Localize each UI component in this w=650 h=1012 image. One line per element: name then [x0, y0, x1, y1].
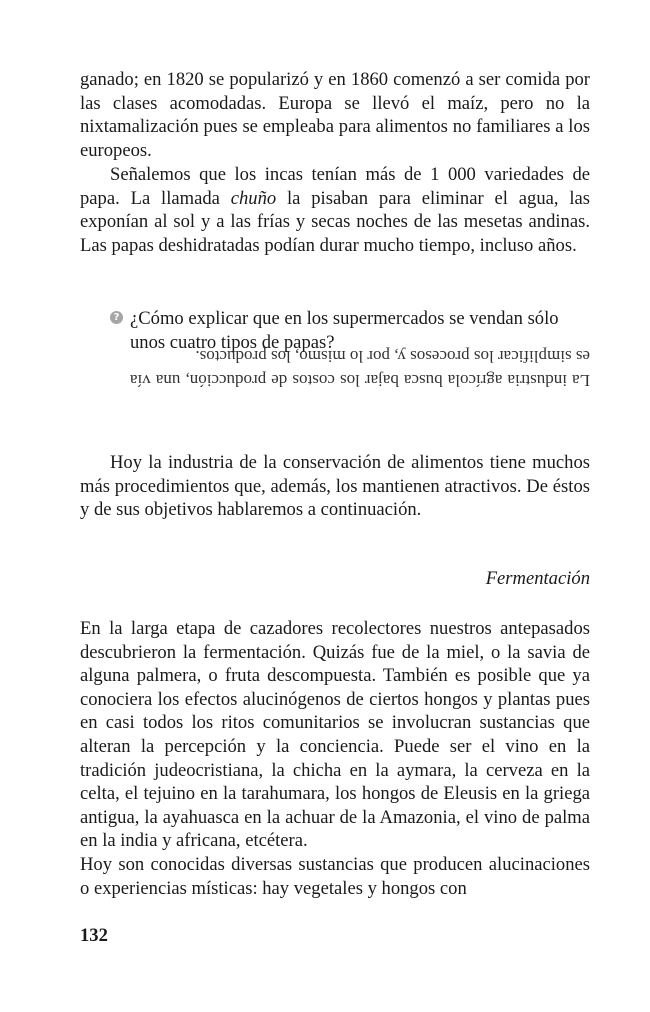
term-chuno: chuño [230, 187, 277, 209]
section-title: Fermentación [485, 568, 590, 589]
inverted-answer: La industria agrícola busca bajar los costos de producción, una vía es simplificar los procesos y, por lo mismo, los productos. [130, 347, 590, 391]
question-mark-icon: ? [110, 311, 123, 324]
paragraph-incas-start: Señalemos que los incas tenían más de 1 000 variedades de papa. La llamada [80, 164, 590, 209]
paragraph-substances: Hoy son conocidas diversas sustancias que producen alucinaciones o experiencias místicas: hay vegetales y hongos con [80, 854, 590, 899]
question-text: ¿Cómo explicar que en los supermercados se vendan sólo unos cuatro tipos de papas? [130, 308, 559, 353]
paragraph-incas [80, 163, 590, 257]
page-number: 132 [80, 925, 108, 946]
paragraph-intro: ganado; en 1820 se popularizó y en 1860 comenzó a ser comida por las clases acomodadas. Europa se llevó el maíz, pero no la nixtamalización pues se empleaba para alimentos no familiares a los europeos. [80, 69, 590, 161]
paragraph-fermentation: En la larga etapa de cazadores recolectores nuestros antepasados descubrieron la fermentación. Quizás fue de la miel, o la savia de alguna palmera, o fruta descompuesta. También es posible que ya conociera los efectos alucinógenos de ciertos hongos y plantas pues en casi todos los ritos comunitarios se involucran sustancias que alteran la percepción y la conciencia. Puede ser el vino en la tradición judeocristiana, la chicha en la aymara, la cerveza en la celta, el tejuino en la tarahumara, los hongos de Eleusis en la griega antigua, la ayahuasca en la achuar de la Amazonia, el vino de palma en la india y africana, etcétera. [80, 618, 590, 852]
paragraph-industry: Hoy la industria de la conservación de alimentos tiene muchos más procedimientos que, además, los mantienen atractivos. De éstos y de sus objetivos hablaremos a continuación. [80, 452, 590, 521]
paragraph-incas-end: la pisaban para eliminar el agua, las exponían al sol y a las frías y secas noches de las mesetas andinas. Las papas deshidratadas podían durar mucho tiempo, incluso años. [80, 187, 590, 256]
